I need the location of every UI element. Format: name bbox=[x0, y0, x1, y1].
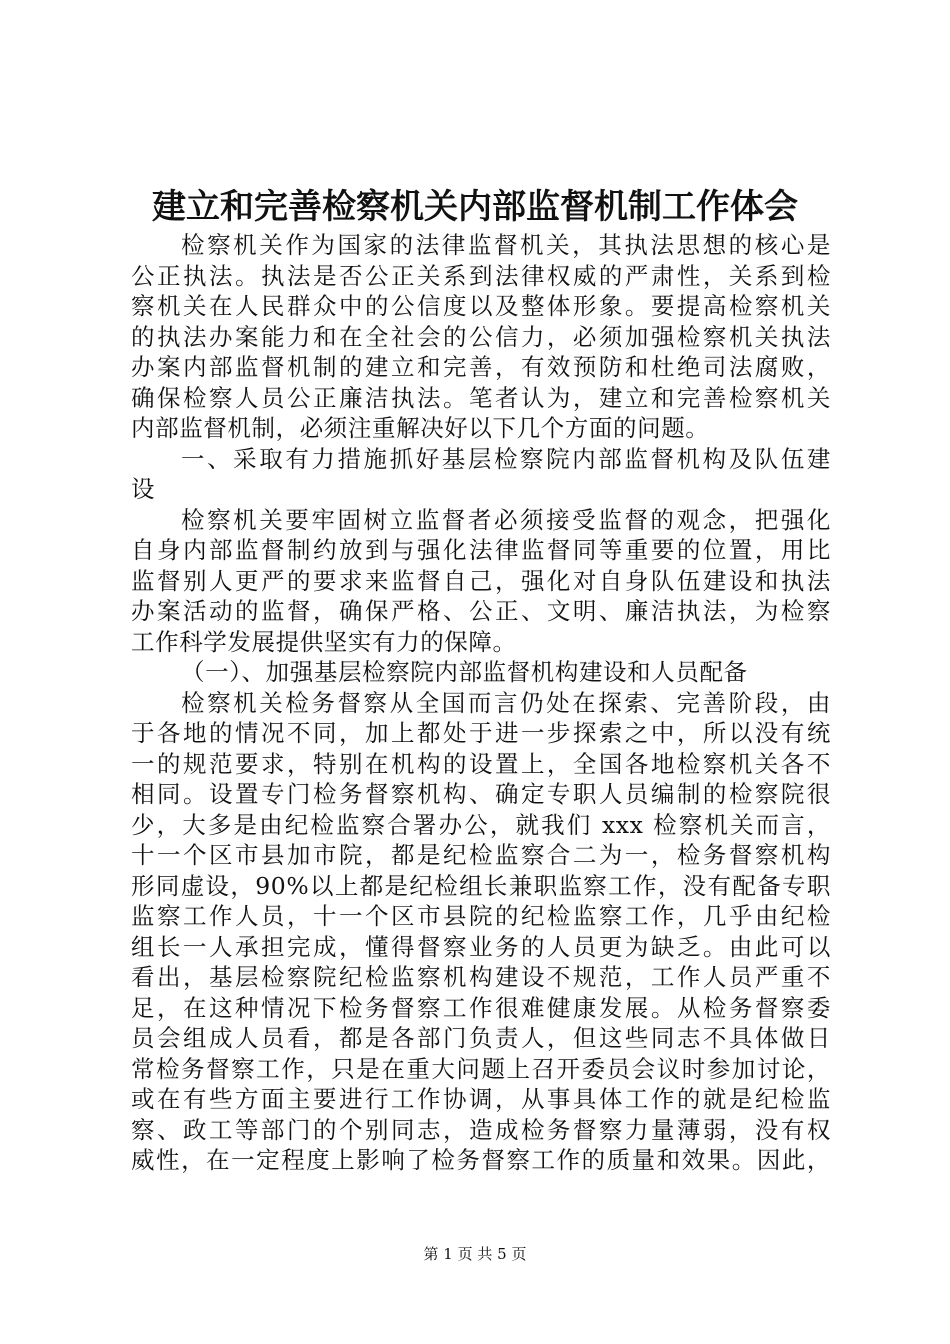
text-line: 监督别人更严的要求来监督自己，强化对自身队伍建设和执法 bbox=[131, 566, 831, 595]
text-line: 察机关在人民群众中的公信度以及整体形象。要提高检察机关 bbox=[131, 292, 831, 320]
text-line: 办案活动的监督，确保严格、公正、文明、廉洁执法，为检察 bbox=[131, 597, 831, 625]
text-line: 内部监督机制，必须注重解决好以下几个方面的问题。 bbox=[131, 414, 710, 442]
text-line: 相同。设置专门检务督察机构、确定专职人员编制的检察院很 bbox=[131, 780, 831, 808]
text-line: 检察机关要牢固树立监督者必须接受监督的观念，把强化 bbox=[181, 505, 831, 534]
text-line: 常检务督察工作，只是在重大问题上召开委员会议时参加讨论， bbox=[131, 1054, 831, 1083]
text-line: 监察工作人员，十一个区市县院的纪检监察工作，几乎由纪检 bbox=[131, 902, 831, 930]
text-line: 于各地的情况不同，加上都处于进一步探索之中，所以没有统 bbox=[131, 719, 831, 747]
section-heading-line: 一、采取有力措施抓好基层检察院内部监督机构及队伍建 bbox=[181, 444, 831, 473]
text-line: 员会组成人员看，都是各部门负责人，但这些同志不具体做日 bbox=[131, 1024, 831, 1052]
text-line: 检察机关检务督察从全国而言仍处在探索、完善阶段，由 bbox=[181, 688, 831, 717]
text-line: 威性，在一定程度上影响了检务督察工作的质量和效果。因此， bbox=[131, 1146, 831, 1174]
text-line: 形同虚设，90%以上都是纪检组长兼职监察工作，没有配备专职 bbox=[131, 871, 831, 900]
text-line: 察、政工等部门的个别同志，造成检务督察力量薄弱，没有权 bbox=[131, 1115, 831, 1144]
text-line: 检察机关作为国家的法律监督机关，其执法思想的核心是 bbox=[181, 231, 831, 259]
subsection-heading-line: （一）、加强基层检察院内部监督机构建设和人员配备 bbox=[181, 658, 748, 686]
text-line: 公正执法。执法是否公正关系到法律权威的严肃性，关系到检 bbox=[131, 261, 831, 290]
page-indicator: 第 1 页 共 5 页 bbox=[423, 1245, 527, 1263]
text-line: 看出，基层检察院纪检监察机构建设不规范，工作人员严重不 bbox=[131, 963, 831, 991]
text-line: 的执法办案能力和在全社会的公信力，必须加强检察机关执法 bbox=[131, 322, 831, 351]
text-line: 组长一人承担完成，懂得督察业务的人员更为缺乏。由此可以 bbox=[131, 932, 831, 961]
text-line: 确保检察人员公正廉洁执法。笔者认为，建立和完善检察机关 bbox=[131, 383, 831, 412]
document-body bbox=[131, 230, 831, 1176]
text-line: 办案内部监督机制的建立和完善，有效预防和杜绝司法腐败， bbox=[131, 353, 831, 381]
document-title: 建立和完善检察机关内部监督机制工作体会 bbox=[152, 187, 798, 227]
text-line: 工作科学发展提供坚实有力的保障。 bbox=[131, 627, 517, 656]
text-line: 足，在这种情况下检务督察工作很难健康发展。从检务督察委 bbox=[131, 993, 831, 1022]
page-footer bbox=[0, 1244, 950, 1264]
section-heading-line: 设 bbox=[131, 475, 156, 503]
text-line: 少，大多是由纪检监察合署办公，就我们 xxx 检察机关而言， bbox=[131, 810, 831, 839]
text-line: 十一个区市县加市院，都是纪检监察合二为一，检务督察机构 bbox=[131, 841, 831, 869]
text-line: 一的规范要求，特别在机构的设置上，全国各地检察机关各不 bbox=[131, 749, 831, 778]
text-line: 或在有些方面主要进行工作协调，从事具体工作的就是纪检监 bbox=[131, 1085, 831, 1113]
text-line: 自身内部监督制约放到与强化法律监督同等重要的位置，用比 bbox=[131, 536, 831, 564]
